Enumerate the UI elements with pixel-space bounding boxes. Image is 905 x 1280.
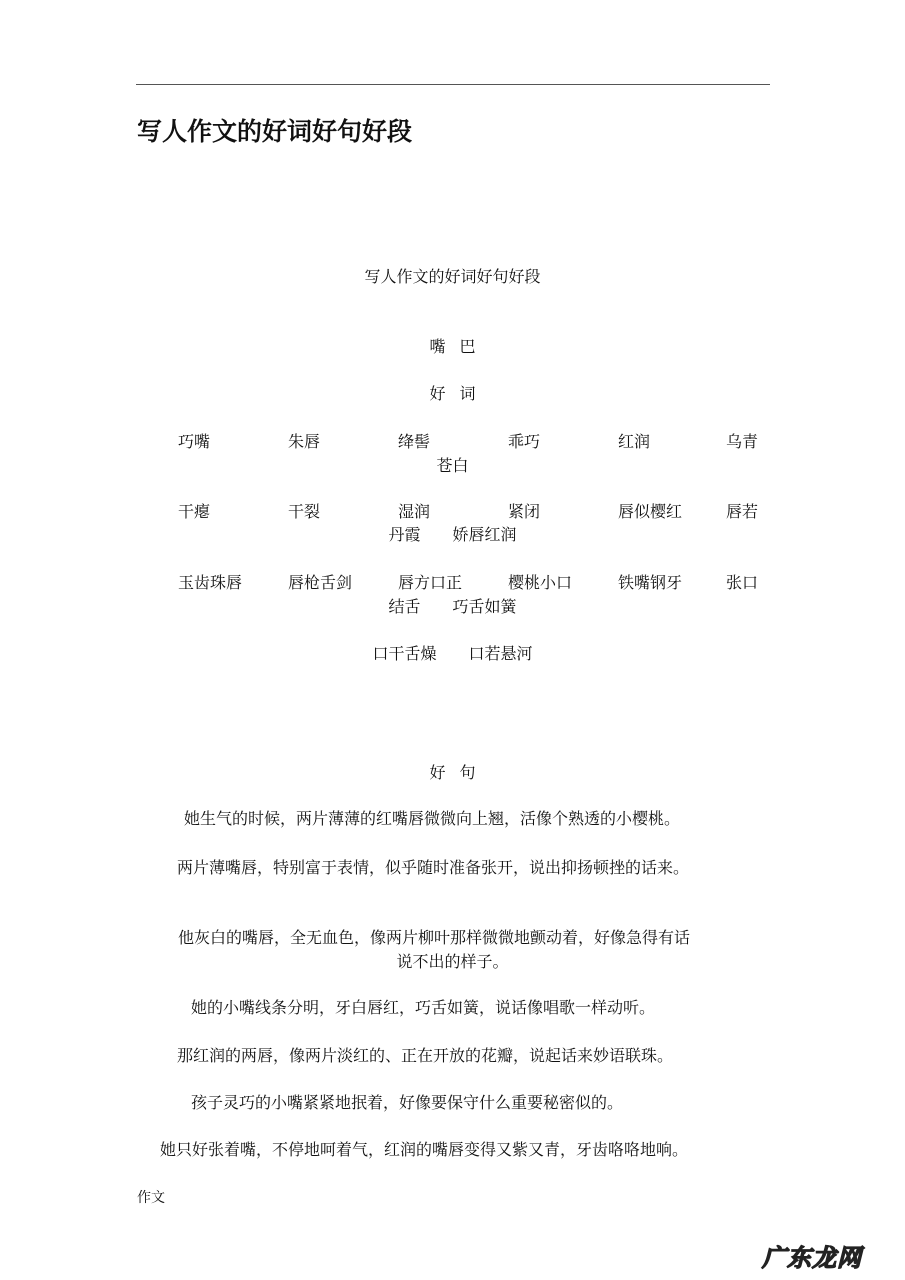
section-heading-words: 好词	[429, 384, 490, 403]
word-row-wrap: 口干舌燥 口若悬河	[372, 644, 533, 663]
word: 张口	[726, 573, 759, 592]
word: 唇枪舌剑	[288, 573, 353, 592]
word: 巧嘴	[178, 432, 211, 451]
word: 唇若	[726, 502, 759, 521]
word: 樱桃小口	[508, 573, 573, 592]
word: 铁嘴钢牙	[618, 573, 683, 592]
word: 唇方口正	[398, 573, 463, 592]
sentence: 孩子灵巧的小嘴紧紧地抿着，好像要保守什么重要秘密似的。	[191, 1093, 624, 1112]
word: 乌青	[726, 432, 759, 451]
watermark-logo: 广东龙网	[762, 1244, 862, 1272]
word-row-wrap: 苍白	[436, 456, 469, 475]
sentence: 那红润的两唇，像两片淡红的、正在开放的花瓣，说起话来妙语联珠。	[177, 1046, 674, 1065]
word: 干裂	[288, 502, 321, 521]
sentence: 他灰白的嘴唇，全无血色，像两片柳叶那样微微地颤动着，好像急得有话	[178, 928, 691, 947]
subtitle: 写人作文的好词好句好段	[364, 267, 541, 286]
word: 朱唇	[288, 432, 321, 451]
sentence: 两片薄嘴唇，特别富于表情，似乎随时准备张开，说出抑扬顿挫的话来。	[177, 858, 690, 877]
section-heading-sentences: 好句	[429, 763, 490, 782]
word: 唇似樱红	[618, 502, 683, 521]
document-title: 写人作文的好词好句好段	[137, 117, 413, 146]
sentence: 她的小嘴线条分明，牙白唇红，巧舌如簧，说话像唱歌一样动听。	[191, 998, 656, 1017]
header-rule	[136, 84, 770, 85]
sentence: 她只好张着嘴，不停地呵着气，红润的嘴唇变得又紫又青，牙齿咯咯地响。	[160, 1140, 689, 1159]
word: 绛髻	[398, 432, 431, 451]
word-row-wrap: 结舌 巧舌如簧	[388, 597, 517, 616]
word: 湿润	[398, 502, 431, 521]
word-row-wrap: 丹霞 娇唇红润	[388, 525, 517, 544]
footer-label: 作文	[137, 1190, 165, 1206]
word: 玉齿珠唇	[178, 573, 243, 592]
word: 红润	[618, 432, 651, 451]
section-heading-mouth: 嘴巴	[429, 337, 490, 356]
sentence-wrap: 说不出的样子。	[396, 952, 509, 971]
word: 干瘪	[178, 502, 211, 521]
sentence: 她生气的时候，两片薄薄的红嘴唇微微向上翘，活像个熟透的小樱桃。	[184, 809, 681, 828]
word: 乖巧	[508, 432, 541, 451]
word: 紧闭	[508, 502, 541, 521]
